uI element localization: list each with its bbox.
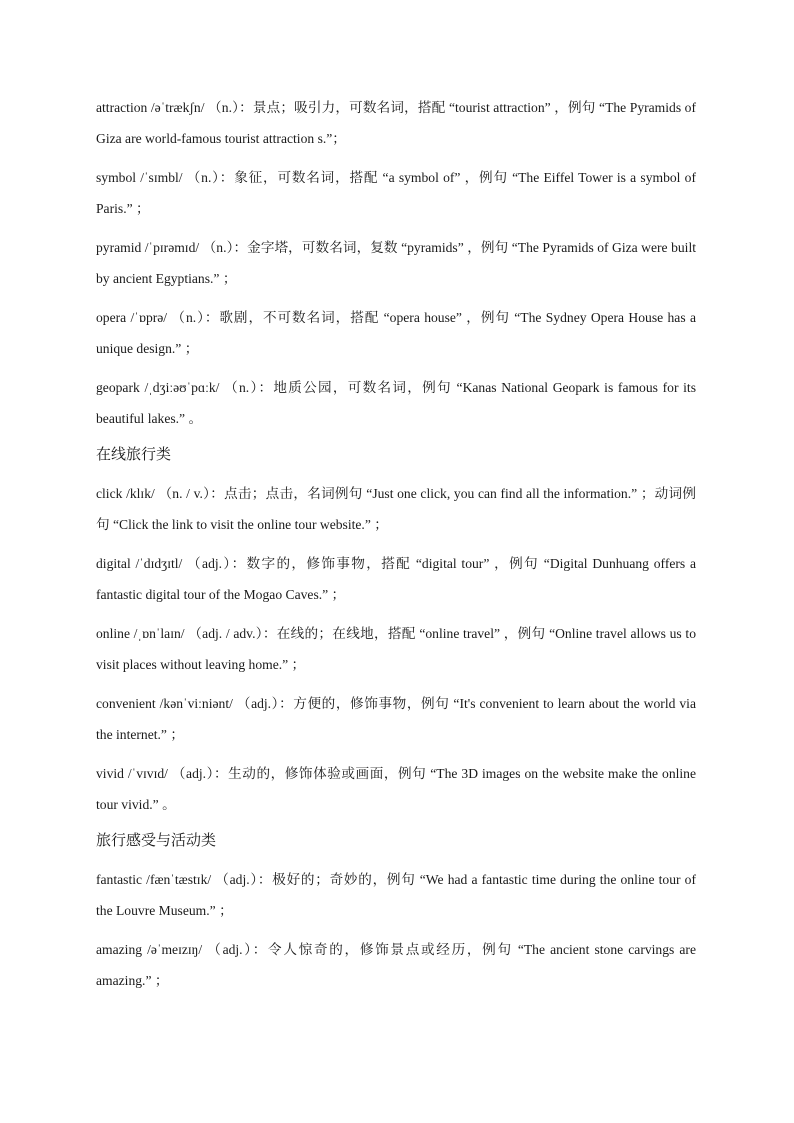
section-heading-online-travel: 在线旅行类	[96, 445, 172, 463]
vocab-entry-opera: opera /ˈɒprə/ （n.）：歌剧，不可数名词，搭配 “opera house” ，例句 “The Sydney Opera House has a unique design.” ；	[96, 310, 696, 356]
vocab-entry-online: online /ˌɒnˈlaɪn/ （adj. / adv.）：在线的；在线地，搭配 “online travel” ，例句 “Online travel allows us to visit places without leaving home.” ；	[96, 626, 696, 672]
section-heading-travel-feelings: 旅行感受与活动类	[96, 831, 217, 849]
vocab-entry-vivid: vivid /ˈvɪvɪd/ （adj.）：生动的，修饰体验或画面，例句 “The 3D images on the website make the online tour vivid.” 。	[96, 766, 696, 812]
vocab-entry-attraction: attraction /əˈtrækʃn/ （n.）：景点；吸引力，可数名词，搭配 “tourist attraction” ，例句 “The Pyramids of Giza are world-famous tourist attraction s.”；	[96, 100, 696, 146]
vocab-entry-geopark: geopark /ˌdʒiːəʊˈpɑːk/ （n.）：地质公园，可数名词，例句 “Kanas National Geopark is famous for its beautiful lakes.” 。	[96, 380, 696, 426]
vocab-entry-fantastic: fantastic /fænˈtæstɪk/ （adj.）：极好的；奇妙的，例句 “We had a fantastic time during the online tour of the Louvre Museum.” ；	[96, 872, 696, 918]
vocab-entry-pyramid: pyramid /ˈpɪrəmɪd/ （n.）：金字塔，可数名词，复数 “pyramids” ，例句 “The Pyramids of Giza were built by ancient Egyptians.” ；	[96, 240, 696, 286]
document-page	[96, 92, 696, 1004]
vocab-entry-click: click /klɪk/ （n. / v.）：点击；点击，名词例句 “Just one click, you can find all the information.” ；动词例句 “Click the link to visit the online tour website.” ；	[96, 486, 696, 532]
vocab-entry-convenient: convenient /kənˈviːniənt/ （adj.）：方便的，修饰事物，例句 “It's convenient to learn about the world via the internet.” ；	[96, 696, 696, 742]
vocab-entry-amazing: amazing /əˈmeɪzɪŋ/ （adj.）：令人惊奇的，修饰景点或经历，例句 “The ancient stone carvings are amazing.” ；	[96, 942, 696, 988]
vocab-entry-digital: digital /ˈdɪdʒɪtl/ （adj.）：数字的，修饰事物，搭配 “digital tour” ，例句 “Digital Dunhuang offers a fantastic digital tour of the Mogao Caves.” ；	[96, 556, 696, 602]
vocab-entry-symbol: symbol /ˈsɪmbl/ （n.）：象征，可数名词，搭配 “a symbol of” ，例句 “The Eiffel Tower is a symbol of Paris.” ；	[96, 170, 696, 216]
